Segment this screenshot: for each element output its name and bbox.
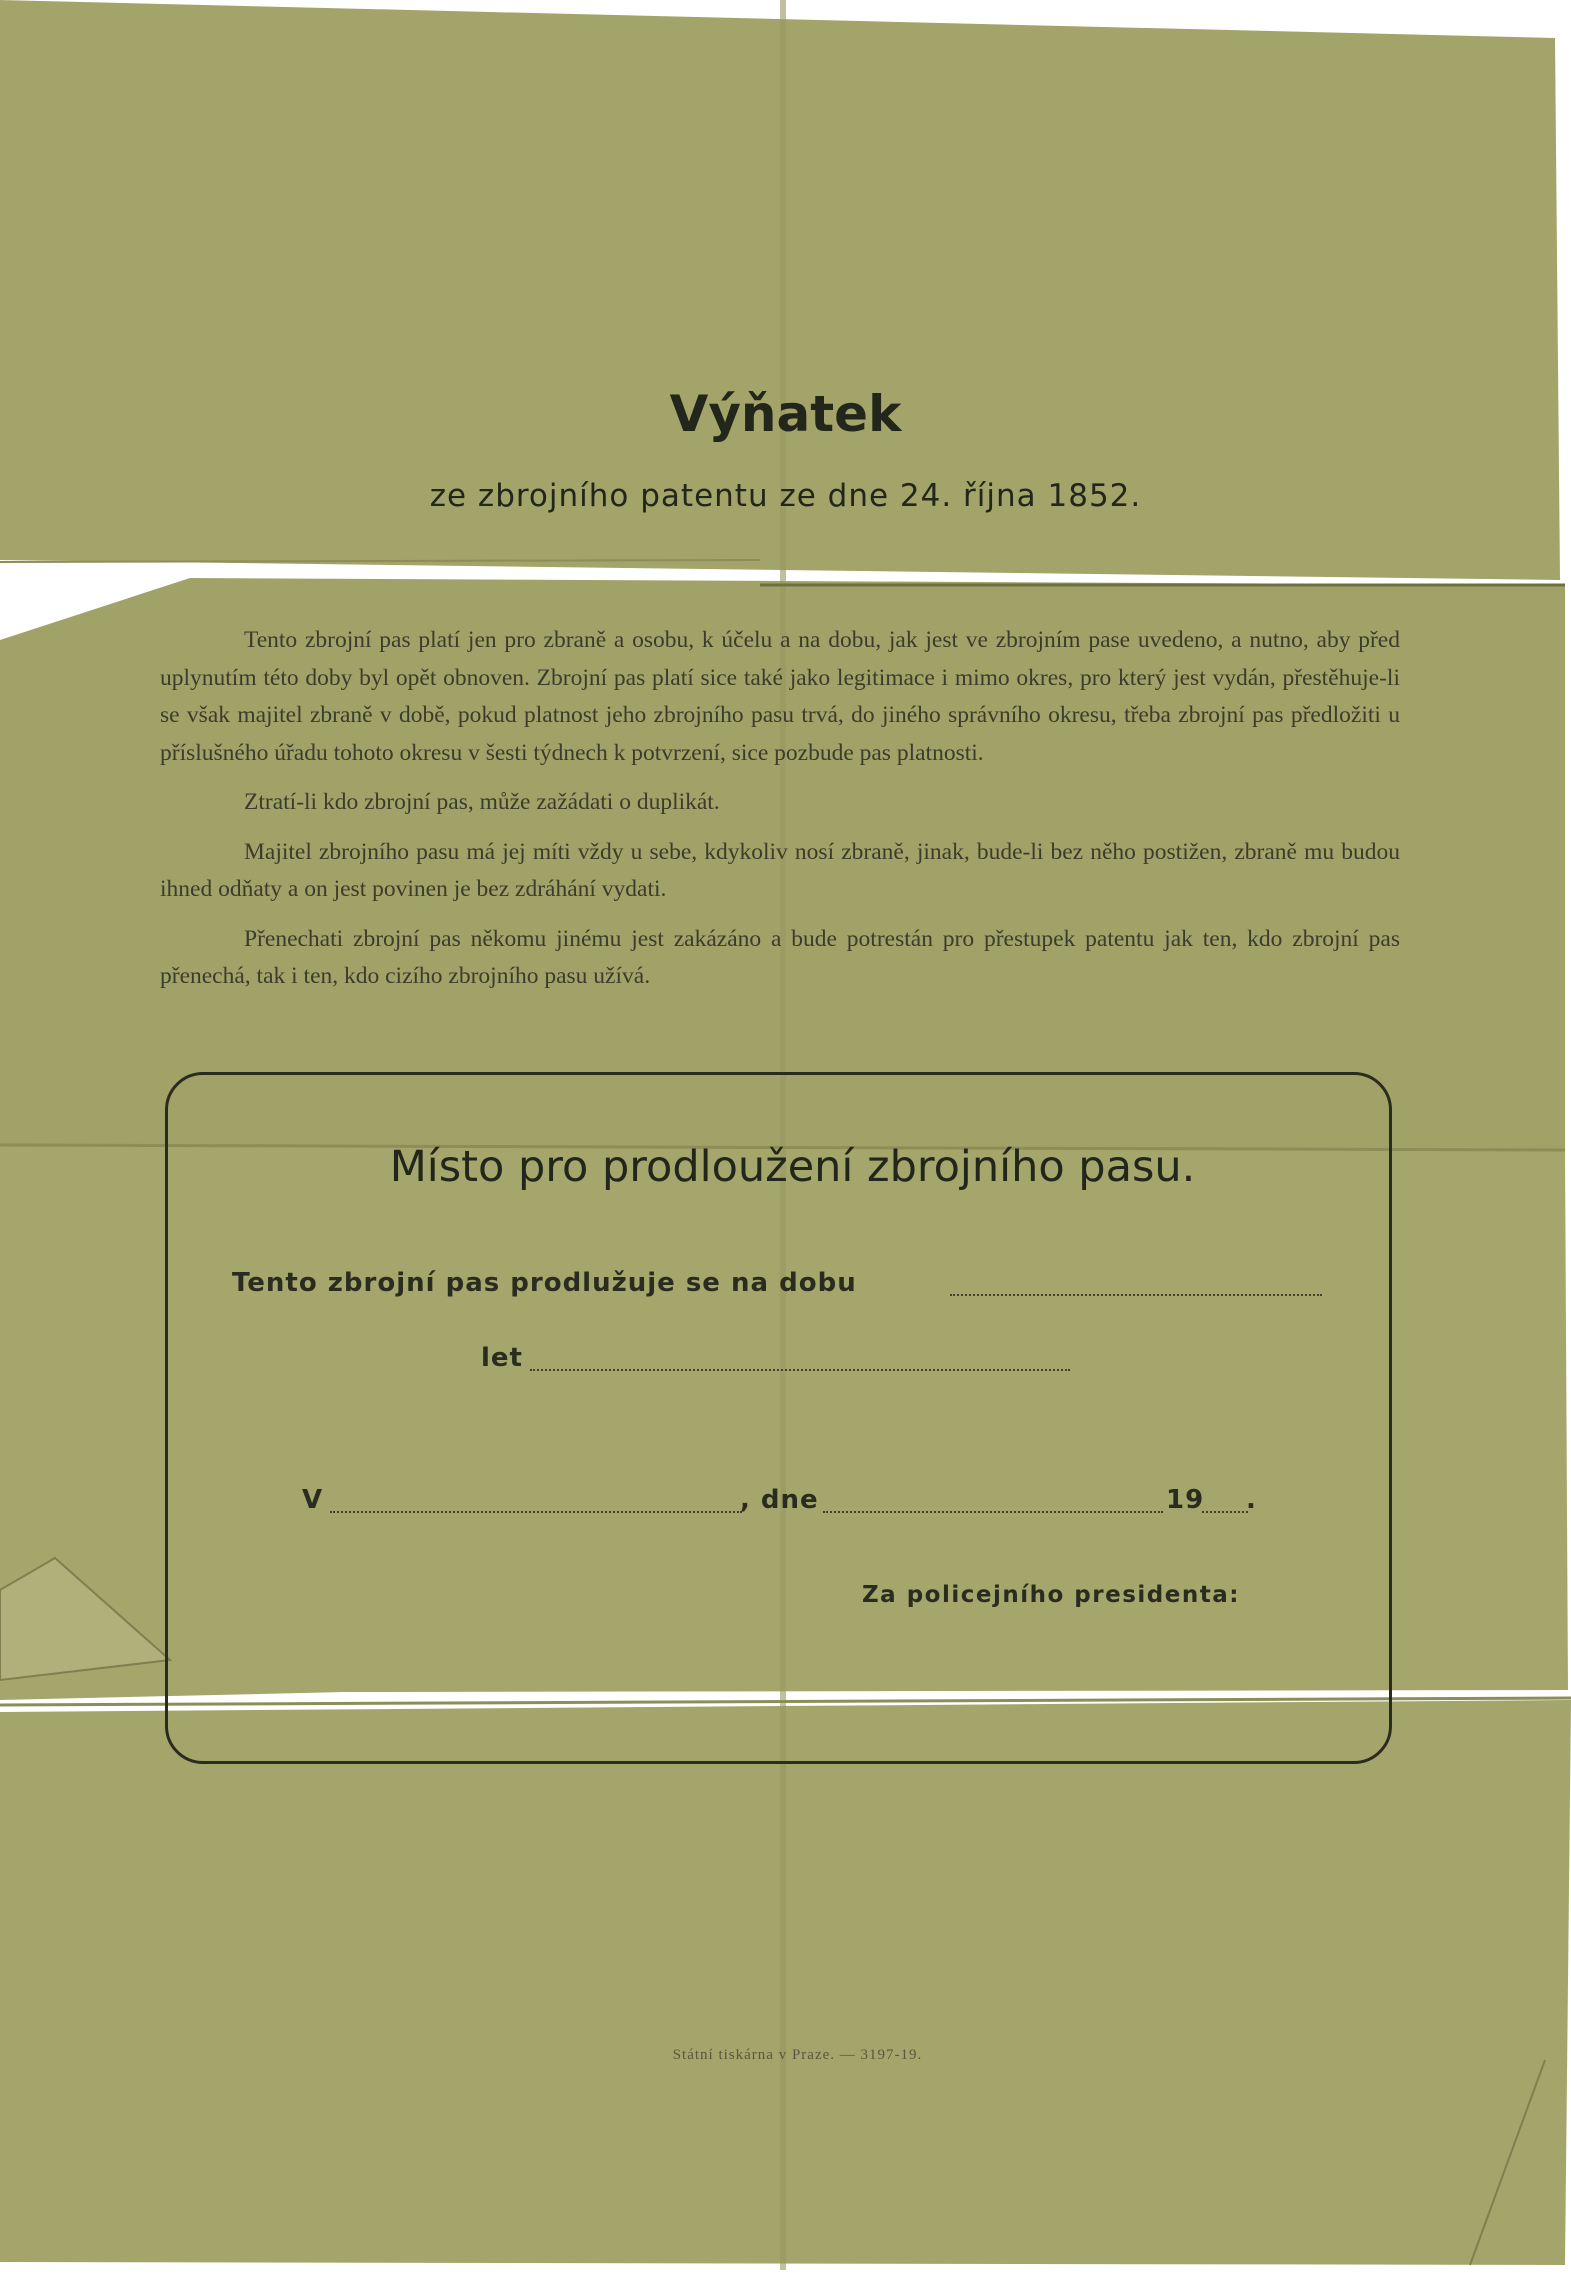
rule-paragraph: Majitel zbrojního pasu má jej míti vždy u sebe, kdykoliv nosí zbraně, jinak, bude-li bez něho postižen, zbraně mu budou ihned odňaty a on jest povinen je bez zdráhání vydati. [160,838,1400,902]
place-field[interactable] [330,1511,742,1513]
document-subtitle: ze zbrojního patentu ze dne 24. října 1852. [429,478,1142,514]
years-field[interactable] [530,1369,1070,1371]
extension-period-label: Tento zbrojní pas prodlužuje se na dobu [232,1268,857,1298]
years-label: let [481,1343,523,1373]
year-end-mark: . [1246,1485,1257,1515]
date-field[interactable] [823,1511,1163,1513]
date-label: , dne [740,1485,819,1515]
signature-label: Za policejního presidenta: [862,1582,1240,1608]
printer-imprint: Státní tiskárna v Praze. — 3197-19. [672,2047,923,2063]
extension-box-title: Místo pro prodloužení zbrojního pasu. [389,1142,1196,1192]
extension-period-field[interactable] [950,1294,1322,1296]
place-label: V [302,1485,324,1515]
year-prefix-label: 19 [1166,1485,1205,1515]
rule-paragraph: Ztratí-li kdo zbrojní pas, může zažádati o duplikát. [244,789,720,815]
year-field[interactable] [1202,1511,1248,1513]
rule-paragraph: Přenechati zbrojní pas někomu jinému jest zakázáno a bude potrestán pro přestupek patentu jak ten, kdo zbrojní pas přenechá, tak i ten, kdo cizího zbrojního pasu užívá. [160,925,1400,989]
rules-text [160,622,1400,1008]
rule-paragraph: Tento zbrojní pas platí jen pro zbraně a osobu, k účelu a na dobu, jak jest ve zbrojním pase uvedeno, a nutno, aby před uplynutím této doby byl opět obnoven. Zbrojní pas platí sice také jako legitimace i mimo okres, pro který jest vydán, přestěhuje-li se však majitel zbraně v době, pokud platnost jeho zbrojního pasu trvá, do jiného správního okresu, třeba zbrojní pas předložiti u příslušného úřadu tohoto okresu v šesti týdnech k potvrzení, sice pozbude pas platnosti. [160,627,1400,766]
document-title: Výňatek [669,385,902,443]
